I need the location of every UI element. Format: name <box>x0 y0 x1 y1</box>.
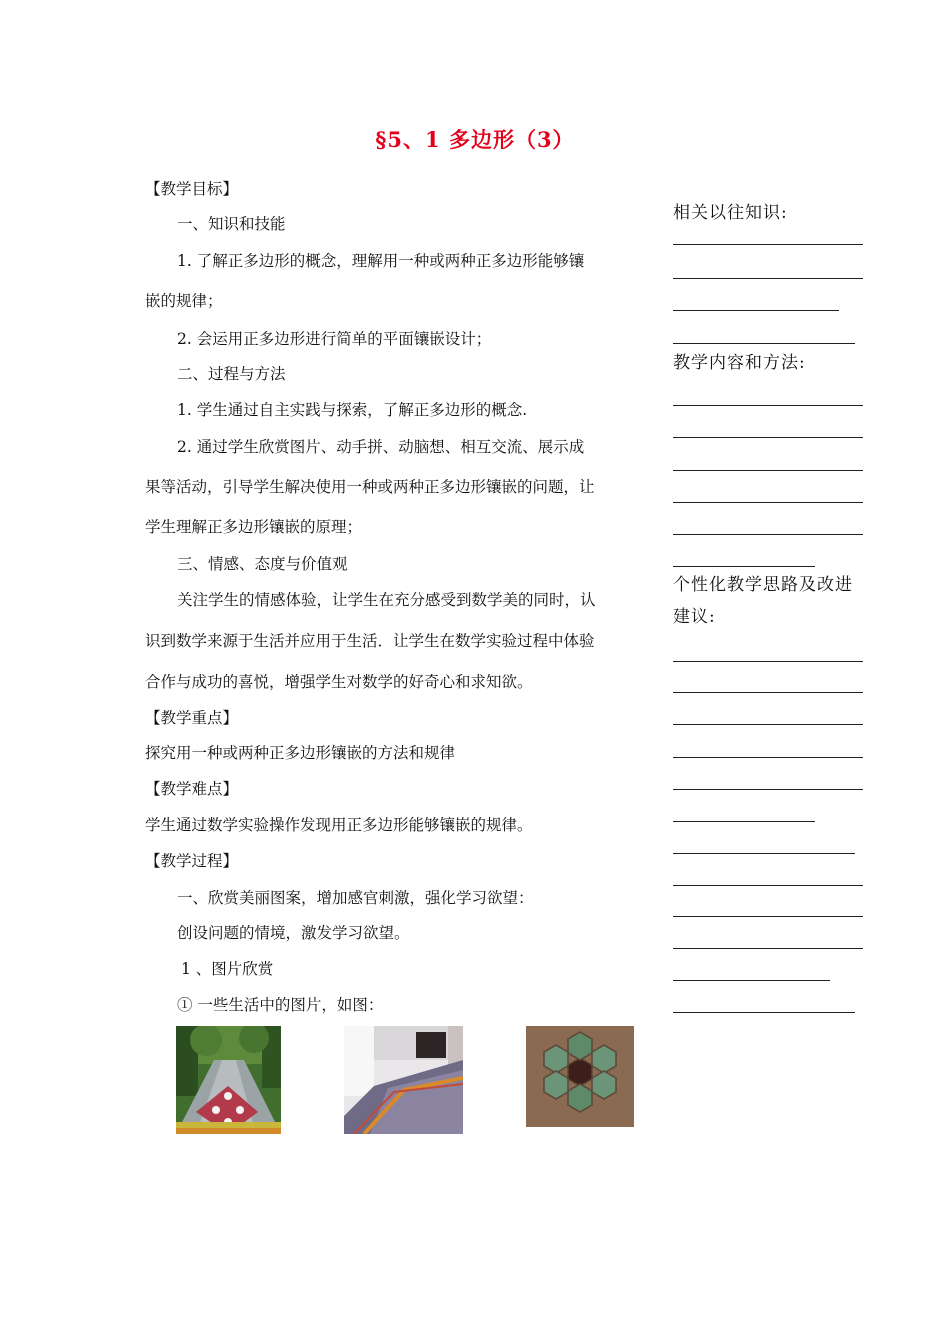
process-item-2a: 2. 通过学生欣赏图片、动手拼、动脑想、相互交流、展示成 <box>177 438 585 456</box>
key-heading: 【教学重点】 <box>145 709 239 727</box>
emotion-text-a: 关注学生的情感体验，让学生在充分感受到数学美的同时，认 <box>177 591 596 609</box>
note-line[interactable] <box>673 405 863 406</box>
note-line[interactable] <box>673 821 815 822</box>
note-line[interactable] <box>673 980 830 981</box>
note-line[interactable] <box>673 343 855 344</box>
emotion-heading: 三、情感、态度与价值观 <box>177 555 348 573</box>
step1-text: 创设问题的情境，激发学习欲望。 <box>177 924 410 942</box>
process-main-heading: 【教学过程】 <box>145 852 239 870</box>
note-line[interactable] <box>673 885 863 886</box>
page-title: §5、1 多边形（3） <box>375 127 575 152</box>
process-heading: 二、过程与方法 <box>177 365 286 383</box>
emotion-text-b: 识到数学来源于生活并应用于生活．让学生在数学实验过程中体验 <box>145 632 595 650</box>
key-text: 探究用一种或两种正多边形镶嵌的方法和规律 <box>145 744 456 762</box>
goals-heading: 【教学目标】 <box>145 180 239 198</box>
note-line[interactable] <box>673 724 863 725</box>
photo-park-path <box>176 1026 281 1134</box>
process-item-2b: 果等活动，引导学生解决使用一种或两种正多边形镶嵌的问题，让 <box>145 478 595 496</box>
note-line[interactable] <box>673 853 855 854</box>
pic-subheading: ① 一些生活中的图片，如图： <box>177 996 384 1014</box>
pic-heading: 1 、图片欣赏 <box>181 960 274 978</box>
note-line[interactable] <box>673 789 863 790</box>
knowledge-heading: 一、知识和技能 <box>177 215 286 233</box>
note-line[interactable] <box>673 916 863 917</box>
note-line[interactable] <box>673 244 863 245</box>
process-item-1: 1. 学生通过自主实践与探索，了解正多边形的概念. <box>177 401 528 419</box>
note-line[interactable] <box>673 757 863 758</box>
note-line[interactable] <box>673 310 839 311</box>
step1-heading: 一、欣赏美丽图案，增加感官刺激，强化学习欲望： <box>177 889 534 907</box>
emotion-text-c: 合作与成功的喜悦，增强学生对数学的好奇心和求知欲。 <box>145 673 533 691</box>
advice-heading-line1: 个性化教学思路及改进 <box>673 575 853 595</box>
teaching-method-heading: 教学内容和方法: <box>673 353 806 373</box>
note-line[interactable] <box>673 1012 855 1013</box>
difficulty-text: 学生通过数学实验操作发现用正多边形能够镶嵌的规律。 <box>145 816 533 834</box>
note-line[interactable] <box>673 534 863 535</box>
note-line[interactable] <box>673 566 815 567</box>
note-line[interactable] <box>673 470 863 471</box>
note-line[interactable] <box>673 661 863 662</box>
difficulty-heading: 【教学难点】 <box>145 780 239 798</box>
note-line[interactable] <box>673 437 863 438</box>
note-line[interactable] <box>673 948 863 949</box>
advice-heading-line2: 建议: <box>673 607 716 627</box>
photo-floor-tiles <box>344 1026 463 1134</box>
knowledge-item-1a: 1. 了解正多边形的概念，理解用一种或两种正多边形能够镶 <box>177 252 585 270</box>
prior-knowledge-heading: 相关以往知识: <box>673 203 788 223</box>
process-item-2c: 学生理解正多边形镶嵌的原理； <box>145 518 363 536</box>
photo-hexagon-mosaic <box>526 1026 634 1134</box>
knowledge-item-2: 2. 会运用正多边形进行简单的平面镶嵌设计； <box>177 330 492 348</box>
note-line[interactable] <box>673 278 863 279</box>
note-line[interactable] <box>673 692 863 693</box>
note-line[interactable] <box>673 502 863 503</box>
knowledge-item-1b: 嵌的规律； <box>145 292 223 310</box>
